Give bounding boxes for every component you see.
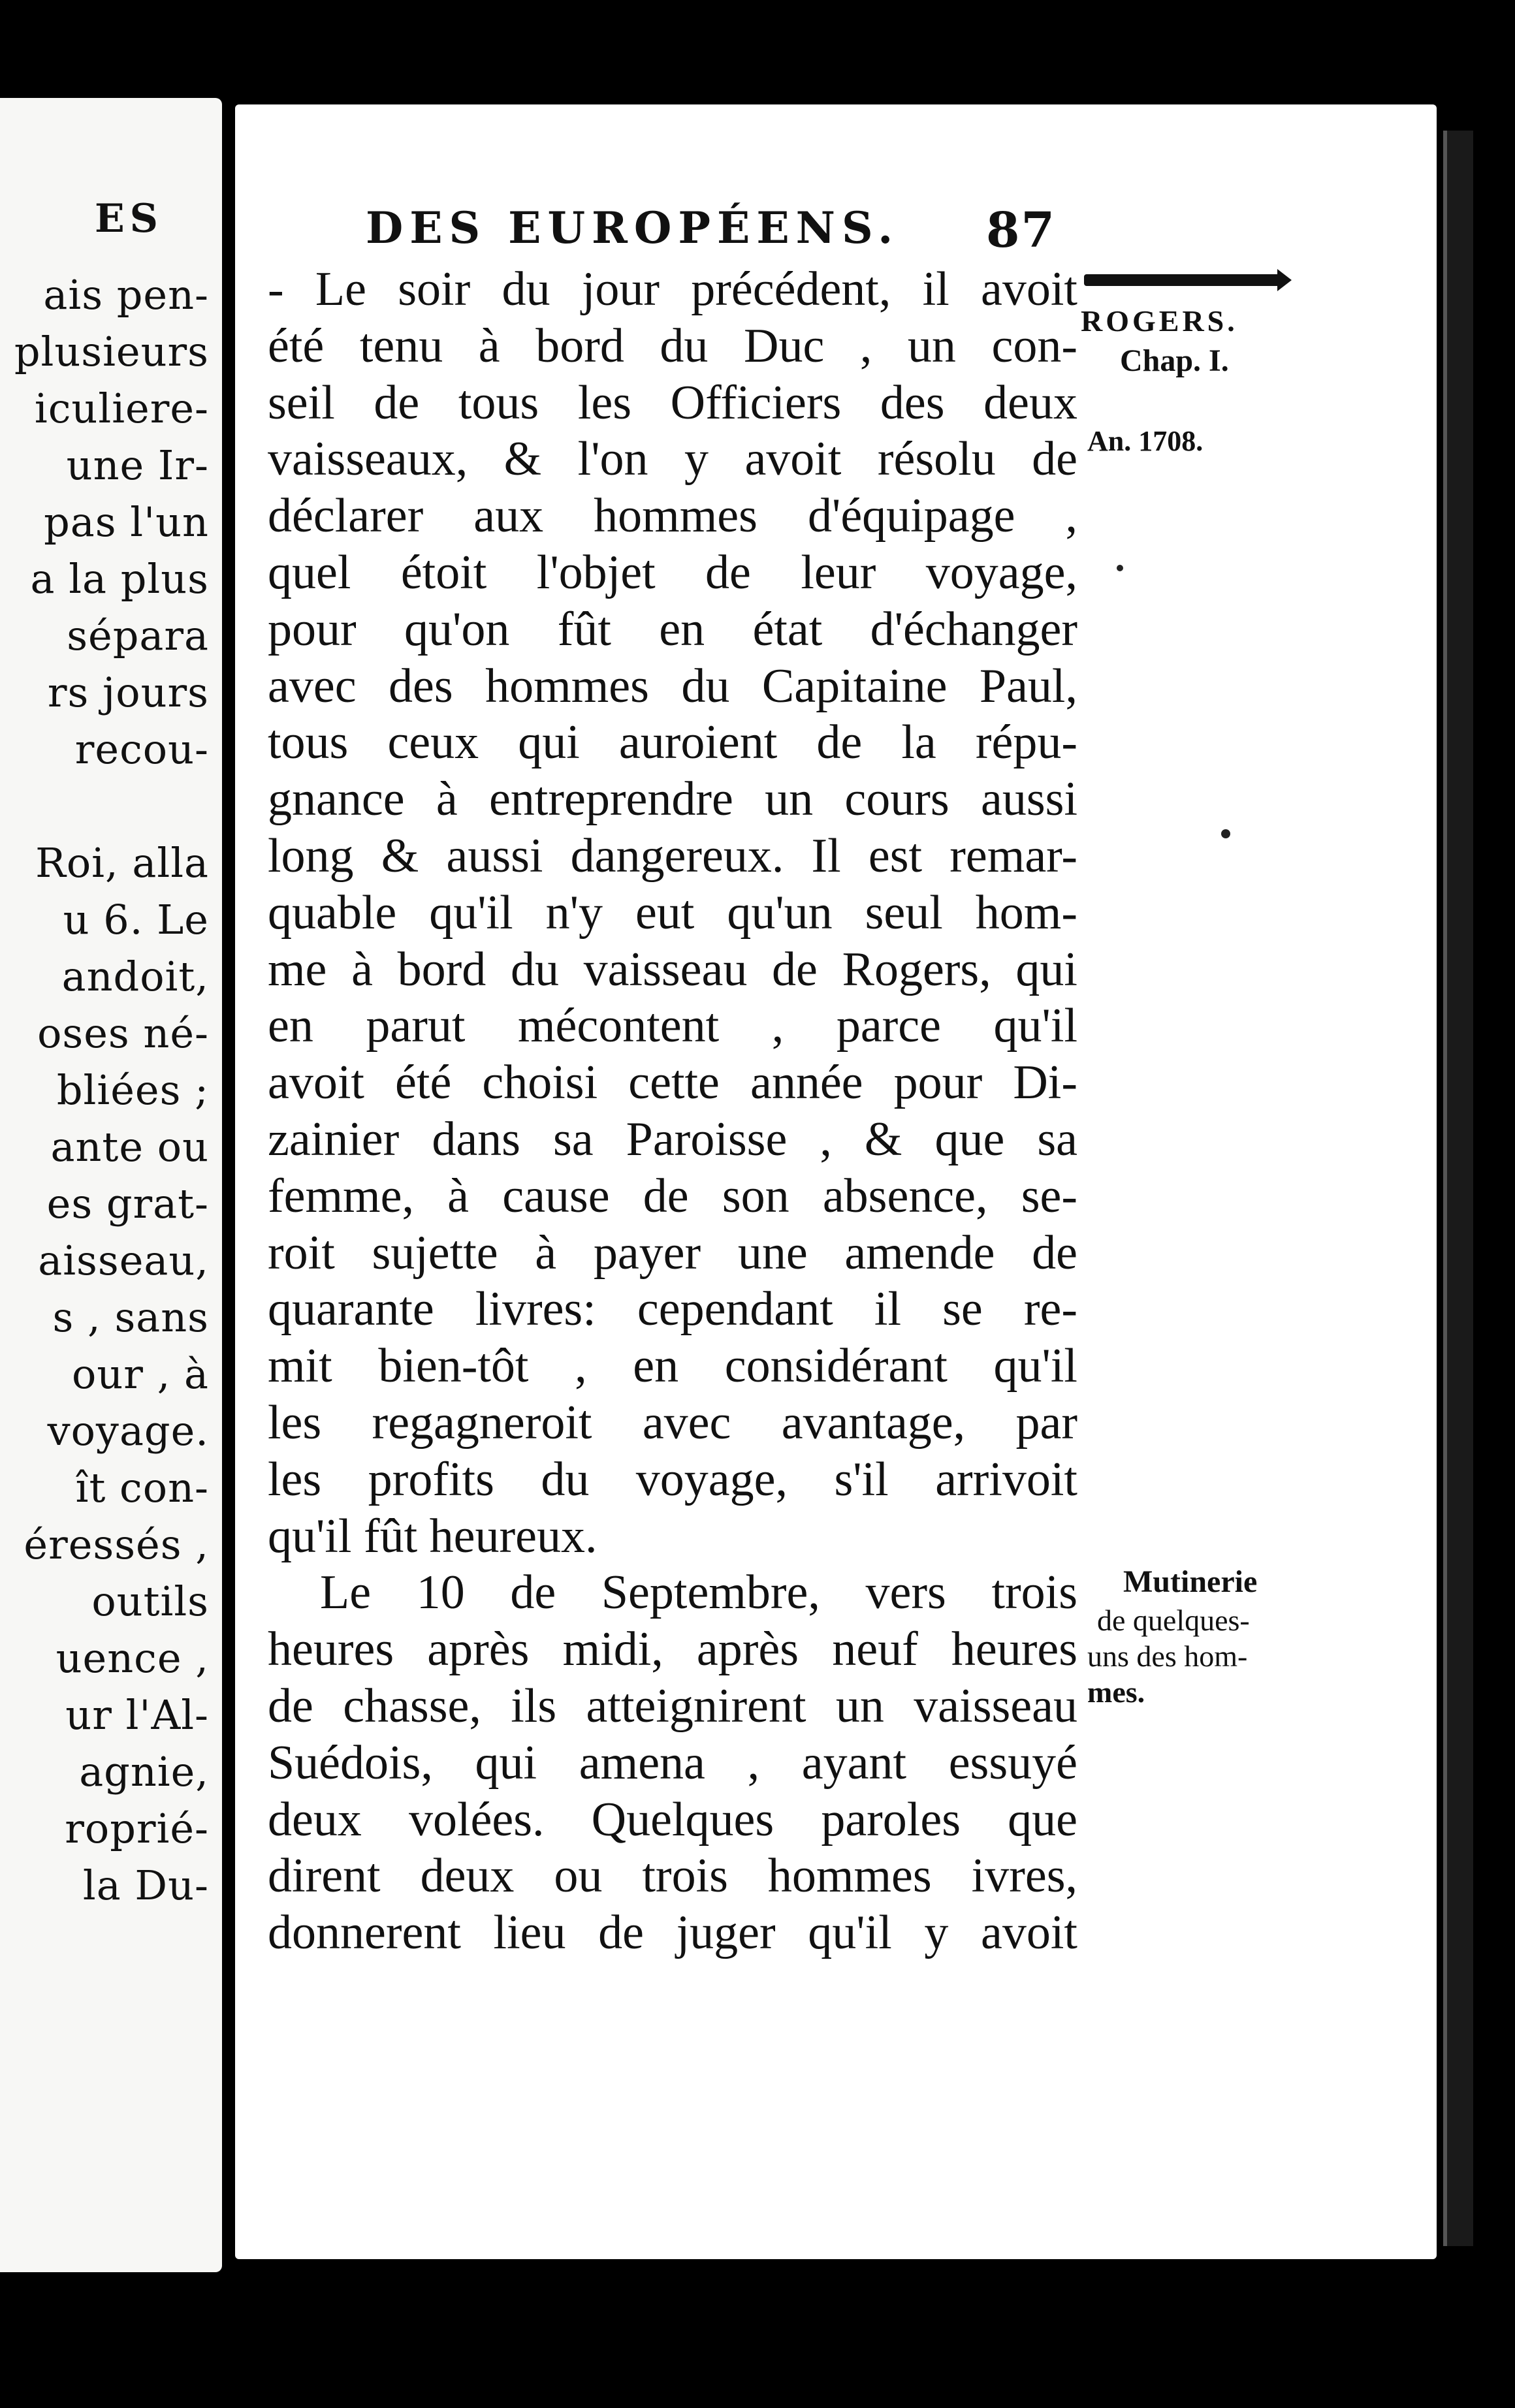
previous-page-line: andoit, [61,953,209,1000]
text-line: Le 10 de Septembre, vers trois [320,1566,1077,1620]
previous-page-line: our , à [72,1350,209,1398]
previous-page-line: pas l'un [44,498,209,546]
text-line: qu'il fût heureux. [268,1509,598,1563]
text-line: Suédois, qui amena , ayant essuyé [268,1735,1077,1790]
margin-note-line: mes. [1087,1675,1145,1709]
previous-page-line: Roi, alla [35,839,209,887]
text-line: quarante livres: cependant il se re- [268,1282,1077,1337]
previous-page-line: sépara [67,612,209,659]
previous-page-line: iculiere- [34,385,209,432]
margin-note-line: de quelques- [1097,1604,1250,1637]
previous-page-line: aisseau, [38,1237,209,1284]
previous-page-line: es grat- [46,1180,209,1228]
text-line: vaisseaux, & l'on y avoit résolu de [268,432,1077,486]
previous-page-line: la Du- [82,1861,209,1909]
text-line: en parut mécontent , parce qu'il [268,999,1077,1053]
text-line: me à bord du vaisseau de Rogers, qui [268,942,1077,996]
marginal-rule [1084,274,1280,286]
previous-page-line: voyage. [47,1407,209,1455]
ink-speck [1221,829,1230,838]
text-line: roit sujette à payer une amende de [268,1226,1077,1280]
previous-page-line: ais pen- [43,271,209,319]
previous-page-line: outils [91,1577,209,1625]
running-header [366,202,1084,259]
text-line: zainier dans sa Paroisse , & que sa [268,1113,1077,1166]
previous-page-line: une Ir- [66,441,209,489]
previous-page-line: plusieurs [14,328,209,375]
text-line: déclarer aux hommes d'équipage , [268,489,1077,543]
text-line: donnerent lieu de juger qu'il y avoit [268,1906,1077,1960]
previous-page-line: recou- [74,725,209,773]
ink-speck [1117,565,1123,571]
previous-page-line: uence , [56,1634,209,1682]
running-header-title: DES EUROPÉENS. [366,202,900,253]
text-line: long & aussi dangereux. Il est remar- [268,829,1077,883]
text-line: quable qu'il n'y eut qu'un seul hom- [268,885,1077,940]
text-line: heures après midi, après neuf heures [268,1623,1077,1677]
text-line: les profits du voyage, s'il arrivoit [268,1452,1077,1506]
previous-page-line: ît con- [75,1464,209,1512]
margin-note-line: Mutinerie [1123,1564,1258,1599]
text-line: seil de tous les Officiers des deux [268,375,1077,430]
text-line: dirent deux ou trois hommes ivres, [268,1849,1077,1903]
text-line: gnance à entreprendre un cours aussi [268,772,1077,827]
previous-page-line: ante ou [50,1123,209,1171]
previous-page-line: rs jours [47,669,209,716]
page-number: 87 [986,202,1056,259]
text-line: été tenu à bord du Duc , un con- [268,319,1077,373]
text-line: mit bien-tôt , en considérant qu'il [268,1339,1077,1393]
text-line: avec des hommes du Capitaine Paul, [268,659,1077,713]
previous-page-header: ES [94,196,163,242]
previous-page-line: agnie, [79,1748,209,1796]
previous-page-line: ur l'Al- [65,1691,209,1739]
text-line: les regagneroit avec avantage, par [268,1396,1077,1450]
text-line: avoit été choisi cette année pour Di- [268,1056,1077,1110]
previous-page-fragment [0,98,222,2272]
page-edge [1443,131,1473,2246]
margin-chapter: Chap. I. [1120,343,1229,378]
text-line: - Le soir du jour précédent, il avoit [268,262,1077,316]
text-line: de chasse, ils atteignirent un vaisseau [268,1679,1077,1733]
margin-author: ROGERS. [1081,304,1238,338]
margin-note-line: uns des hom- [1087,1640,1248,1673]
text-line: pour qu'on fût en état d'échanger [268,602,1077,656]
previous-page-line: éressés , [24,1521,209,1568]
previous-page-line: a la plus [30,555,209,603]
previous-page-line: u 6. Le [63,896,209,943]
text-line: quel étoit l'objet de leur voyage, [268,546,1077,599]
text-line: femme, à cause de son absence, se- [268,1169,1077,1223]
margin-year: An. 1708. [1087,425,1204,457]
previous-page-line: oses né- [37,1009,209,1057]
previous-page-line: roprié- [65,1805,209,1852]
text-line: deux volées. Quelques paroles que [268,1792,1077,1846]
text-line: tous ceux qui auroient de la répu- [268,716,1077,770]
previous-page-line: s , sans [52,1293,209,1341]
previous-page-line: bliées ; [56,1066,209,1114]
